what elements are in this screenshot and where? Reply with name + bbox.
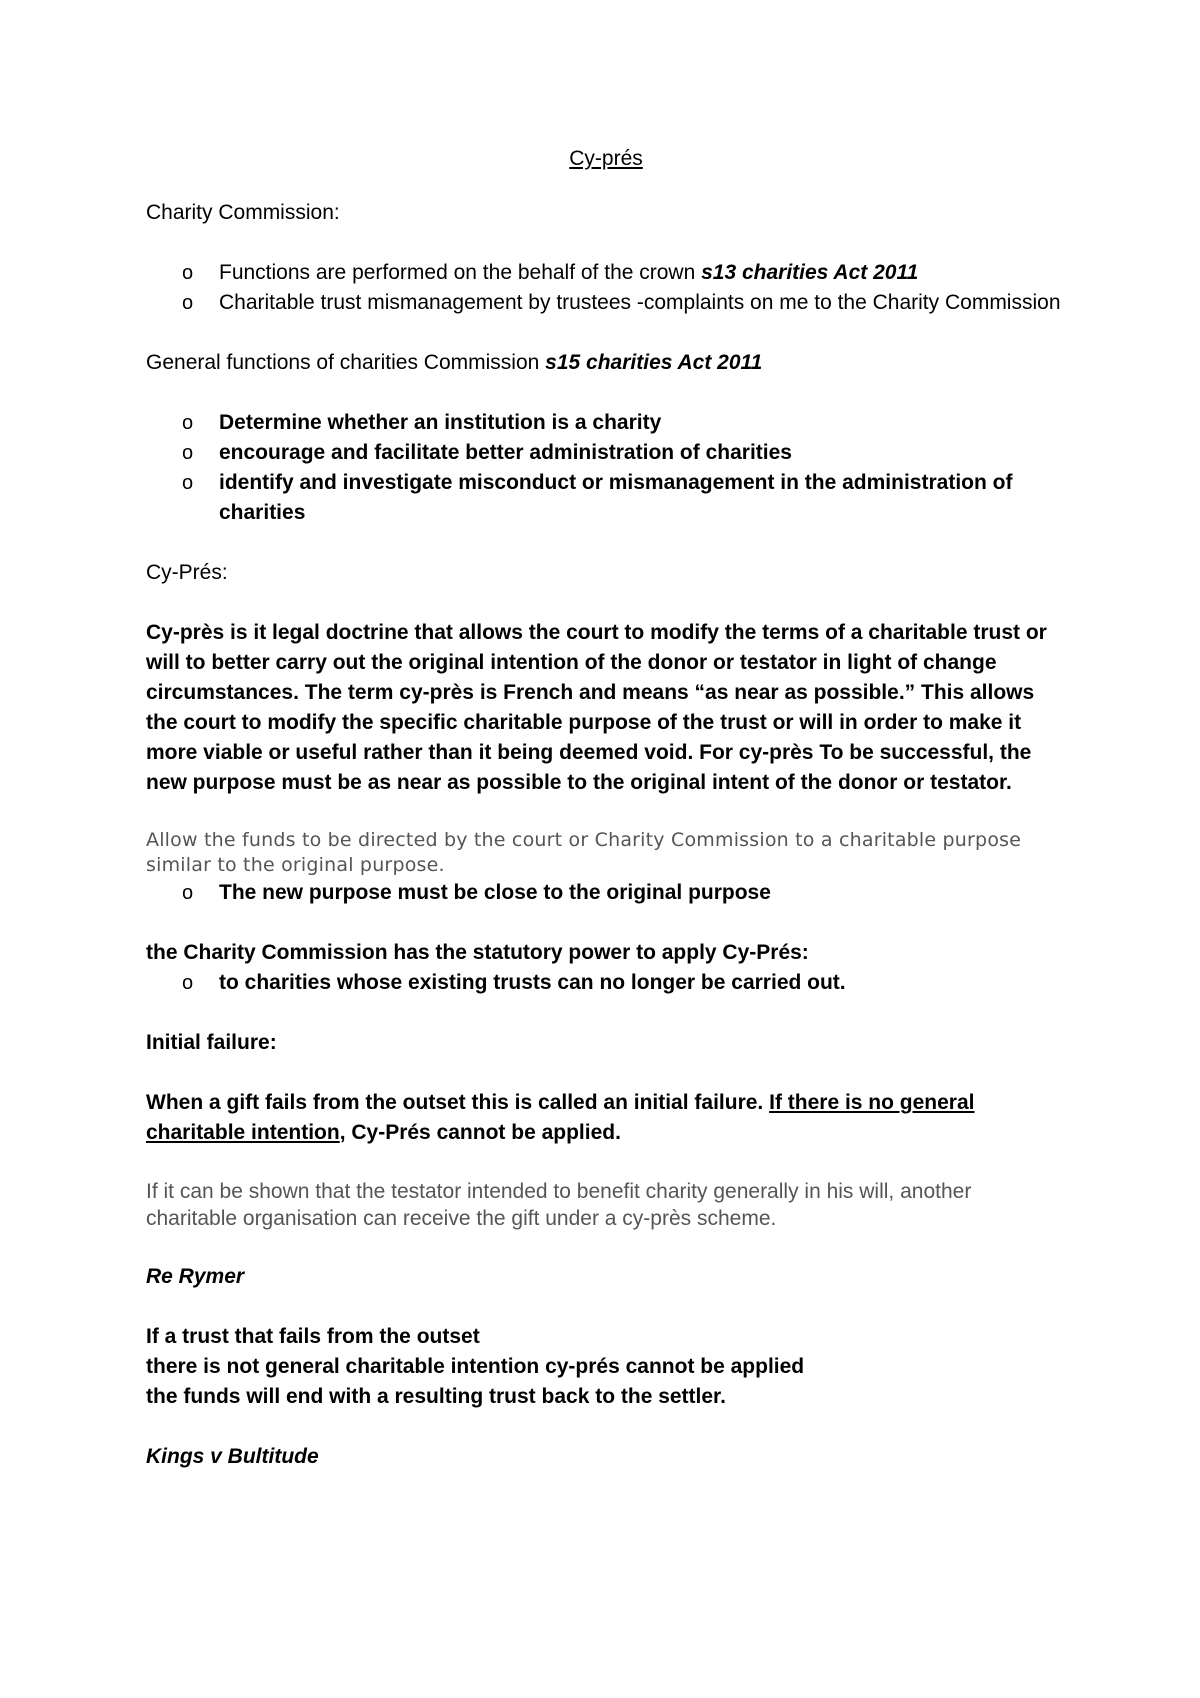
cy-pres-heading: Cy-Prés: xyxy=(146,561,228,584)
general-charity-text: If it can be shown that the testator intended to benefit charity generally in his will, another charitable organisation can receive the gift under a cy-près scheme. xyxy=(146,1180,972,1230)
re-rymer-line: there is not general charitable intention cy-prés cannot be applied xyxy=(146,1355,805,1378)
statutory-power-list xyxy=(146,968,1066,998)
initial-failure-text: When a gift fails from the outset this is called an initial failure. If there is no general charitable intention, Cy-Prés cannot be applied. xyxy=(146,1091,975,1144)
re-rymer-heading: Re Rymer xyxy=(146,1265,245,1288)
bullet-icon: o xyxy=(182,472,194,494)
initial-failure-heading: Initial failure: xyxy=(146,1031,277,1054)
allow-funds-list xyxy=(146,878,1066,908)
re-rymer-line: If a trust that fails from the outset xyxy=(146,1325,480,1348)
list-item: o encourage and facilitate better administration of charities xyxy=(146,438,1066,468)
list-item: o Charitable trust mismanagement by trustees -complaints on me to the Charity Commission xyxy=(146,288,1066,318)
charity-commission-list xyxy=(146,258,1066,318)
general-functions-heading: General functions of charities Commission s15 charities Act 2011 xyxy=(146,351,763,374)
list-item: o identify and investigate misconduct or mismanagement in the administration of charities xyxy=(146,468,1066,528)
bullet-icon: o xyxy=(182,292,194,314)
page-title: Cy-prés xyxy=(569,147,643,170)
statutory-power-text: the Charity Commission has the statutory power to apply Cy-Prés: xyxy=(146,941,809,964)
list-item: o Determine whether an institution is a charity xyxy=(146,408,1066,438)
document-body xyxy=(146,144,1066,1472)
list-item: o The new purpose must be close to the original purpose xyxy=(146,878,1066,908)
kings-heading: Kings v Bultitude xyxy=(146,1445,319,1468)
bullet-icon: o xyxy=(182,882,194,904)
bullet-icon: o xyxy=(182,262,194,284)
general-functions-list xyxy=(146,408,1066,528)
bullet-icon: o xyxy=(182,442,194,464)
bullet-icon: o xyxy=(182,412,194,434)
charity-commission-heading: Charity Commission: xyxy=(146,201,340,224)
bullet-icon: o xyxy=(182,972,194,994)
cy-pres-definition: Cy-près is it legal doctrine that allows the court to modify the terms of a charitable trust or will to better carry out the original intention of the donor or testator in light of change circumstances. The term cy-près is French and means “as near as possible.” This allows the court to modify the specific charitable purpose of the trust or will in order to make it more viable or useful rather than it being deemed void. For cy-près To be successful, the new purpose must be as near as possible to the original intent of the donor or testator. xyxy=(146,621,1047,794)
re-rymer-line: the funds will end with a resulting trust back to the settler. xyxy=(146,1385,726,1408)
list-item: o Functions are performed on the behalf of the crown s13 charities Act 2011 xyxy=(146,258,1066,288)
allow-funds-text: Allow the funds to be directed by the court or Charity Commission to a charitable purpose similar to the original purpose. xyxy=(146,829,1022,876)
list-item: o to charities whose existing trusts can no longer be carried out. xyxy=(146,968,1066,998)
